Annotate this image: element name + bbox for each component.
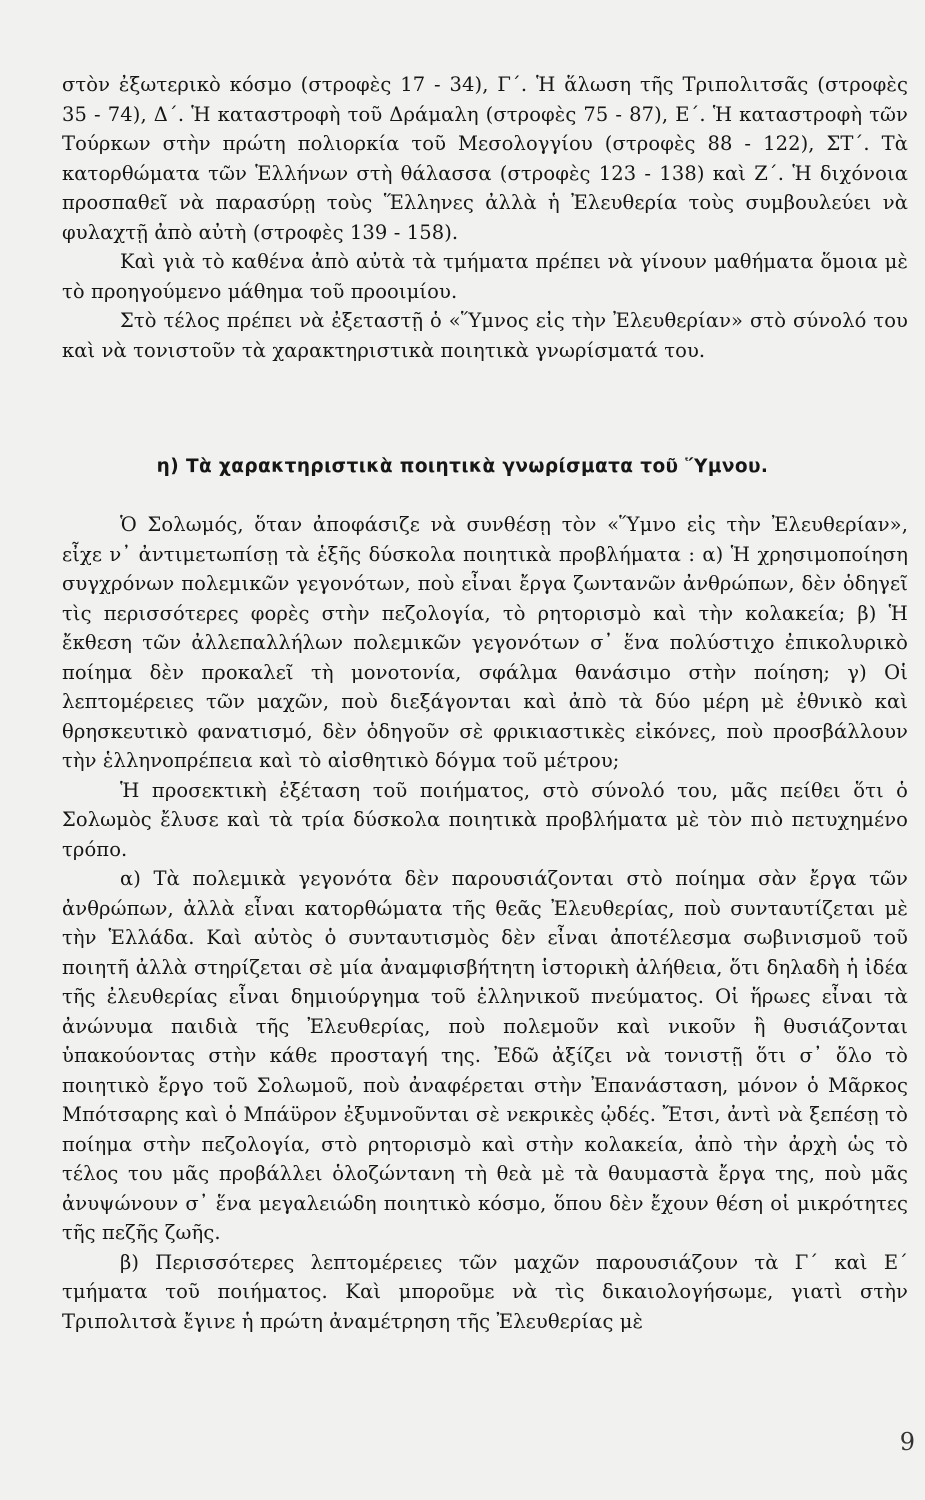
page-number: 9 [899,1428,915,1456]
paragraph: β) Περισσότερες λεπτομέρειες τῶν μαχῶν παρουσιάζουν τὰ Γ΄ καὶ Ε΄ τμήματα τοῦ ποιήματος. Καὶ μποροῦμε νὰ τὶς δικαιολογήσωμε, γιατὶ στὴν Τριπολιτσὰ ἔγινε ἡ πρώτη ἀναμέτρηση τῆς Ἐλευθερίας μὲ [62,1250,908,1333]
paragraph: Ἡ προσεκτικὴ ἐξέταση τοῦ ποιήματος, στὸ σύνολό του, μᾶς πείθει ὅτι ὁ Σολωμὸς ἔλυσε καὶ τὰ τρία δύσκολα ποιητικὰ προβλήματα μὲ τὸν πιὸ πετυχημένο τρόπο. [62,778,908,861]
paragraph: Ὁ Σολωμός, ὅταν ἀποφάσιζε νὰ συνθέσῃ τὸν «Ὕμνο εἰς τὴν Ἐλευθερίαν», εἶχε ν᾽ ἀντιμετωπίσῃ τὰ ἑξῆς δύσκολα ποιητικὰ προβλήματα : α) Ἡ χρησιμοποίηση συγχρόνων πολεμικῶν γεγονότων, ποὺ εἶναι ἔργα ζωντανῶν ἀνθρώπων, δὲν ὁδηγεῖ τὶς περισσότερες φορὲς στὴν πεζολογία, τὸ ρητορισμὸ καὶ τὴν κολακεία; β) Ἡ ἔκθεση τῶν ἀλλεπαλλήλων πολεμικῶν γεγονότων σ᾽ ἕνα πολύστιχο ἐπικολυρικὸ ποίημα δὲν προκαλεῖ τὴ μονοτονία, σφάλμα θανάσιμο στὴν ποίηση; γ) Οἱ λεπτομέρειες τῶν μαχῶν, ποὺ διεξάγονται καὶ ἀπὸ τὰ δύο μέρη μὲ ἐθνικὸ καὶ θρησκευτικὸ φανατισμό, δὲν ὁδηγοῦν σὲ φρικιαστικὲς εἰκόνες, ποὺ προσβάλλουν τὴν ἑλληνοπρέπεια καὶ τὸ αἰσθητικὸ δόγμα τοῦ μέτρου; [62,513,908,772]
text-block-bottom [62,510,908,1336]
text-block-top [62,70,908,365]
section-heading: η) Τὰ χαρακτηριστικὰ ποιητικὰ γνωρίσματα τοῦ Ὕμνου. [156,456,769,477]
paragraph: Καὶ γιὰ τὸ καθένα ἀπὸ αὐτὰ τὰ τμήματα πρέπει νὰ γίνουν μαθήματα ὅμοια μὲ τὸ προηγούμενο μάθημα τοῦ προοιμίου. [62,250,908,303]
paragraph-continuation: στὸν ἐξωτερικὸ κόσμο (στροφὲς 17 - 34), Γ΄. Ἡ ἅλωση τῆς Τριπολιτσᾶς (στροφὲς 35 - 74), Δ΄. Ἡ καταστροφὴ τοῦ Δράμαλη (στροφὲς 75 - 87), Ε΄. Ἡ καταστροφὴ τῶν Τούρκων στὴν πρώτη πολιορκία τοῦ Μεσολογγίου (στροφὲς 88 - 122), ΣΤ΄. Τὰ κατορθώματα τῶν Ἑλλήνων στὴ θάλασσα (στροφὲς 123 - 138) καὶ Ζ΄. Ἡ διχόνοια προσπαθεῖ νὰ παρασύρῃ τοὺς Ἕλληνες ἀλλὰ ἡ Ἐλευθερία τοὺς συμβουλεύει νὰ φυλαχτῇ ἀπὸ αὐτὴ (στροφὲς 139 - 158). [62,73,908,244]
paragraph: α) Τὰ πολεμικὰ γεγονότα δὲν παρουσιάζονται στὸ ποίημα σὰν ἔργα τῶν ἀνθρώπων, ἀλλὰ εἶναι κατορθώματα τῆς θεᾶς Ἐλευθερίας, ποὺ συνταυτίζεται μὲ τὴν Ἑλλάδα. Καὶ αὐτὸς ὁ συνταυτισμὸς δὲν εἶναι ἀποτέλεσμα σωβινισμοῦ τοῦ ποιητῆ ἀλλὰ στηρίζεται σὲ μία ἀναμφισβήτητη ἱστορικὴ ἀλήθεια, ὅτι δηλαδὴ ἡ ἰδέα τῆς ἐλευθερίας εἶναι δημιούργημα τοῦ ἑλληνικοῦ πνεύματος. Οἱ ἥρωες εἶναι τὰ ἀνώνυμα παιδιὰ τῆς Ἐλευθερίας, ποὺ πολεμοῦν καὶ νικοῦν ἢ θυσιάζονται ὑπακούοντας στὴν κάθε προσταγή της. Ἐδῶ ἀξίζει νὰ τονιστῇ ὅτι σ᾽ ὅλο τὸ ποιητικὸ ἔργο τοῦ Σολωμοῦ, ποὺ ἀναφέρεται στὴν Ἐπανάσταση, μόνον ὁ Μᾶρκος Μπότσαρης καὶ ὁ Μπάϋρον ἐξυμνοῦνται σὲ νεκρικὲς ᾠδές. Ἔτσι, ἀντὶ νὰ ξεπέσῃ τὸ ποίημα στὴν πεζολογία, στὸ ρητορισμὸ καὶ στὴν κολακεία, ἀπὸ τὴν ἀρχὴ ὡς τὸ τέλος του μᾶς προβάλλει ὁλοζώντανη τὴ θεὰ μὲ τὰ θαυμαστὰ ἔργα της, ποὺ μᾶς ἀνυψώνουν σ᾽ ἕνα μεγαλειώδη ποιητικὸ κόσμο, ὅπου δὲν ἔχουν θέση οἱ μικρότητες τῆς πεζῆς ζωῆς. [62,867,908,1244]
paragraph: Στὸ τέλος πρέπει νὰ ἐξεταστῇ ὁ «Ὕμνος εἰς τὴν Ἐλευθερίαν» στὸ σύνολό του καὶ νὰ τονιστοῦν τὰ χαρακτηριστικὰ ποιητικὰ γνωρίσματά του. [62,309,908,362]
